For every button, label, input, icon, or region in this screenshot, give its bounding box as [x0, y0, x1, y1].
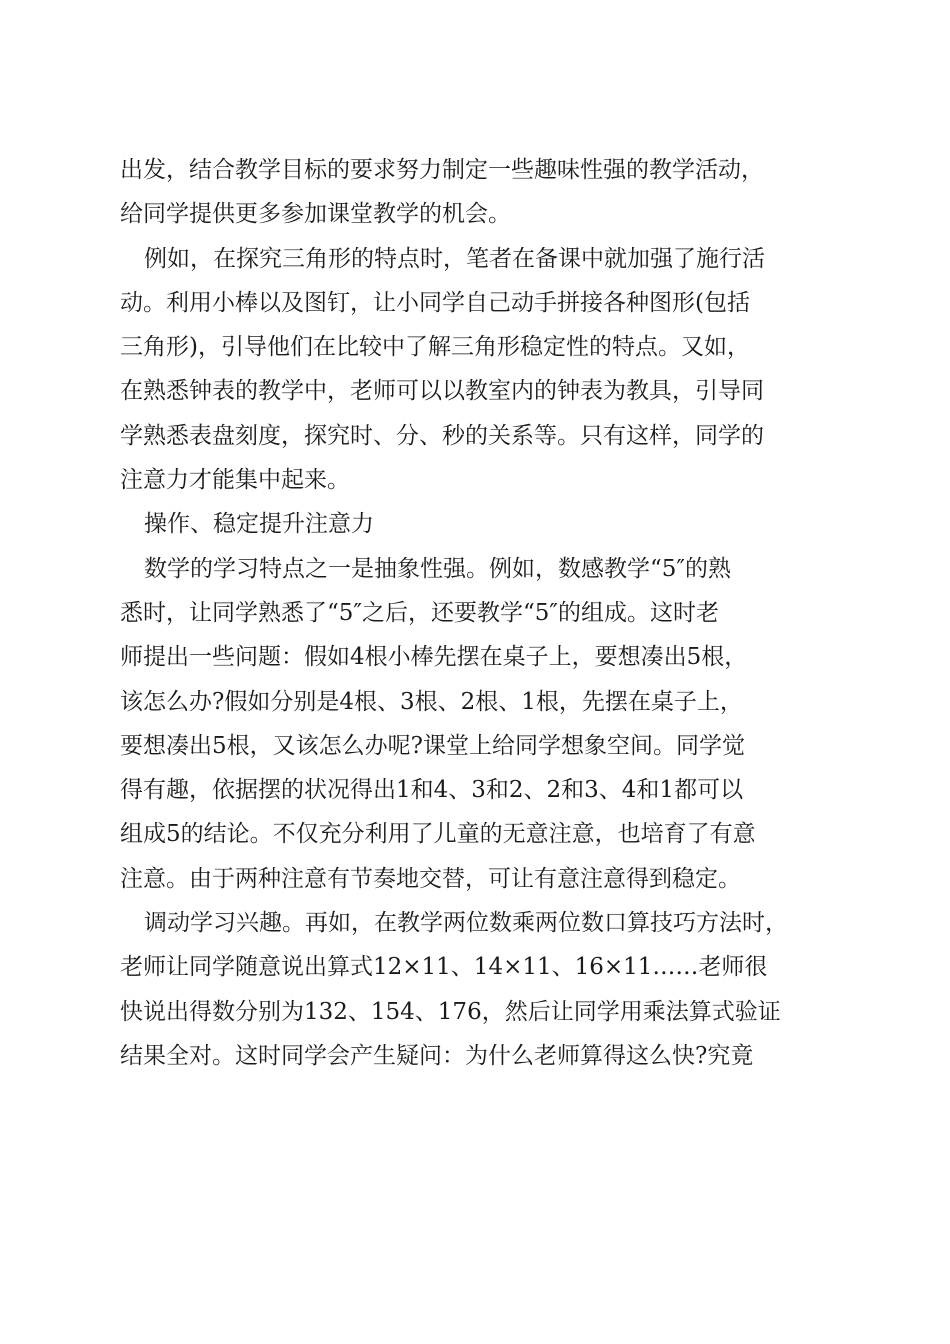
text-line: 三角形)，引导他们在比较中了解三角形稳定性的特点。又如，: [120, 334, 750, 361]
text-line: 师提出一些问题：假如4根小棒先摆在桌子上，要想凑出5根，: [120, 644, 748, 671]
text-line: 组成5的结论。不仅充分利用了儿童的无意注意，也培育了有意: [120, 821, 756, 848]
section-heading: 操作、稳定提升注意力: [144, 511, 374, 538]
text-line: 数学的学习特点之一是抽象性强。例如，数感教学“5″的熟: [144, 555, 731, 582]
text-line: 注意。由于两种注意有节奏地交替，可让有意注意得到稳定。: [120, 865, 741, 892]
body-text: [120, 148, 840, 1078]
text-line: 该怎么办?假如分别是4根、3根、2根、1根，先摆在桌子上，: [120, 688, 743, 715]
text-line: 悉时，让同学熟悉了“5″之后，还要教学“5″的组成。这时老: [120, 599, 719, 626]
text-line: 老师让同学随意说出算式12×11、14×11、16×11……老师很: [120, 954, 768, 981]
text-line: 动。利用小棒以及图钉，让小同学自己动手拼接各种图形(包括: [120, 289, 750, 316]
text-line: 结果全对。这时同学会产生疑问：为什么老师算得这么快?究竟: [120, 1042, 754, 1069]
text-line: 调动学习兴趣。再如，在教学两位数乘两位数口算技巧方法时，: [144, 910, 788, 937]
text-line: 给同学提供更多参加课堂教学的机会。: [120, 201, 511, 228]
text-line: 要想凑出5根，又该怎么办呢?课堂上给同学想象空间。同学觉: [120, 732, 745, 759]
text-line: 出发，结合教学目标的要求努力制定一些趣味性强的教学活动，: [120, 157, 764, 183]
text-line: 得有趣，依据摆的状况得出1和4、3和2、2和3、4和1都可以: [120, 777, 744, 804]
text-line: 学熟悉表盘刻度，探究时、分、秒的关系等。只有这样，同学的: [120, 422, 764, 449]
text-line: 快说出得数分别为132、154、176，然后让同学用乘法算式验证: [120, 998, 781, 1025]
text-line: 例如，在探究三角形的特点时，笔者在备课中就加强了施行活: [144, 245, 765, 272]
text-line: 注意力才能集中起来。: [120, 467, 350, 494]
text-line: 在熟悉钟表的教学中，老师可以以教室内的钟表为教具，引导同: [120, 378, 764, 405]
